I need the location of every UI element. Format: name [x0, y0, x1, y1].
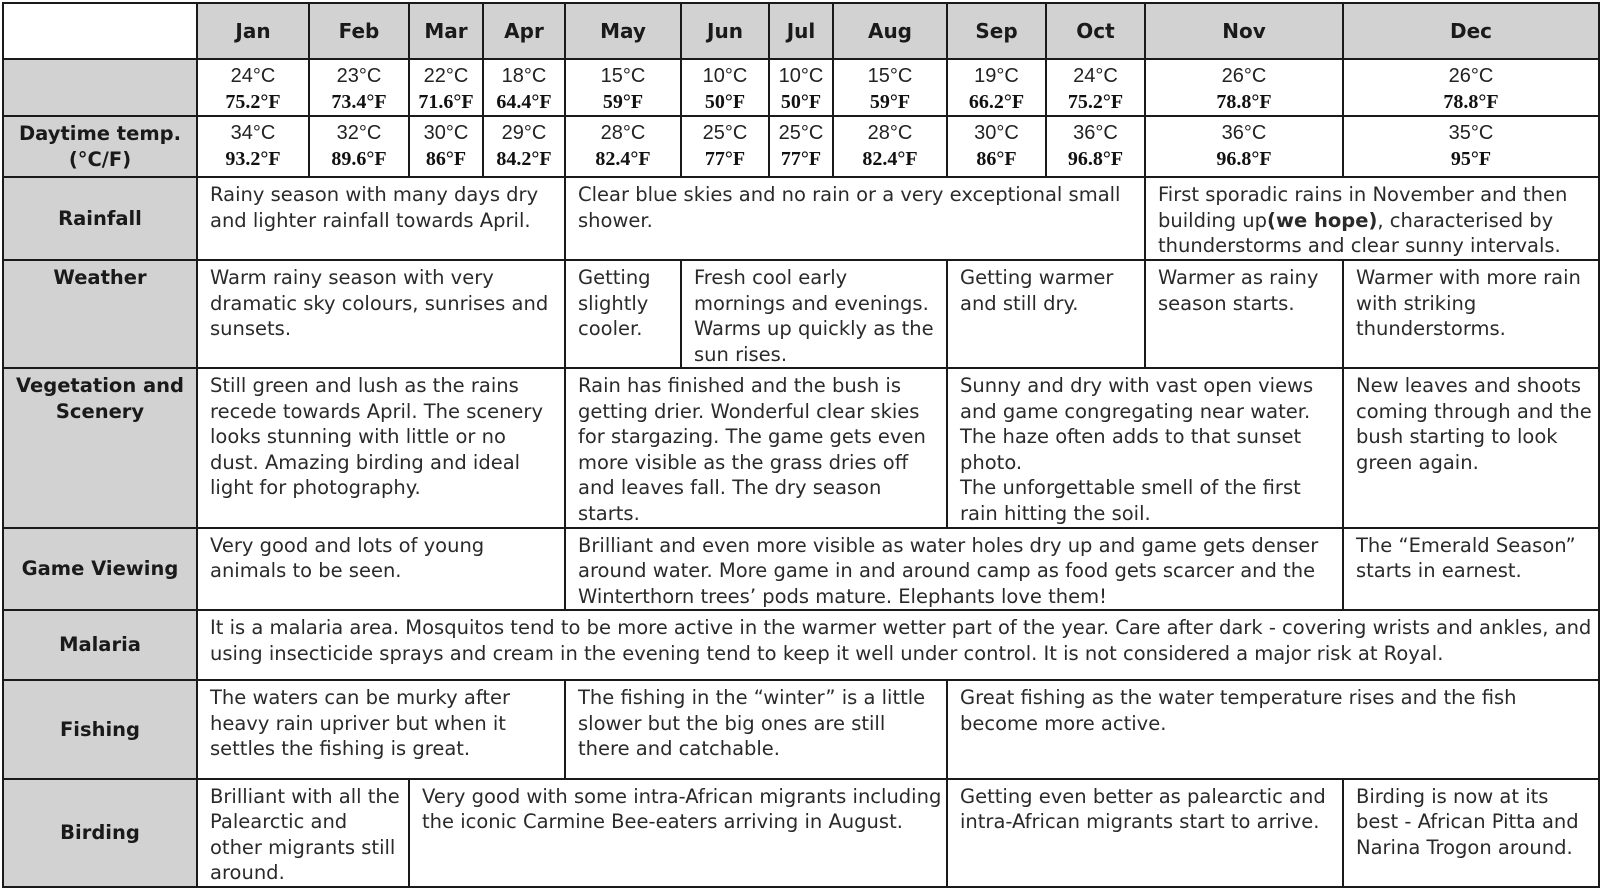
temp-cell: 30°C 86°F: [947, 116, 1046, 177]
row-label-daytime-temp: Daytime temp. (°C/F): [3, 116, 197, 177]
weather-row: [3, 260, 1599, 368]
weather-nov: Warmer as rainy season starts.: [1145, 260, 1343, 368]
row-label-night-temp: [3, 59, 197, 116]
month-header-sep: Sep: [947, 3, 1046, 59]
month-header-aug: Aug: [833, 3, 947, 59]
temp-cell: 23°C 73.4°F: [309, 59, 409, 116]
row-label-vegetation: Vegetation and Scenery: [3, 368, 197, 527]
birding-sep-nov: Getting even better as palearctic and intra-African migrants start to arrive.: [947, 779, 1343, 887]
vegetation-dec: New leaves and shoots coming through and the bush starting to look green again.: [1343, 368, 1599, 527]
row-label-game-viewing: Game Viewing: [3, 528, 197, 611]
malaria-all-year: It is a malaria area. Mosquitos tend to be more active in the warmer wetter part of the year. Care after dark - covering wrists and ankles, and using insecticide sprays and cream in the evening tend to keep it well under control. It is not considered a major risk at Royal.: [197, 610, 1599, 680]
month-header-jun: Jun: [681, 3, 769, 59]
temp-cell: 22°C 71.6°F: [409, 59, 483, 116]
vegetation-jan-apr: Still green and lush as the rains recede towards April. The scenery looks stunning with little or no dust. Amazing birding and ideal light for photography.: [197, 368, 565, 527]
temp-cell: 36°C 96.8°F: [1145, 116, 1343, 177]
rainfall-may-oct: Clear blue skies and no rain or a very exceptional small shower.: [565, 177, 1145, 260]
temp-cell: 24°C 75.2°F: [1046, 59, 1145, 116]
row-label-fishing: Fishing: [3, 680, 197, 778]
temp-cell: 25°C 77°F: [769, 116, 833, 177]
rainfall-row: [3, 177, 1599, 260]
weather-jan-apr: Warm rainy season with very dramatic sky colours, sunrises and sunsets.: [197, 260, 565, 368]
fishing-may-aug: The fishing in the “winter” is a little slower but the big ones are still there and catchable.: [565, 680, 947, 778]
seasonal-calendar-table: [2, 2, 1600, 888]
vegetation-may-aug: Rain has finished and the bush is getting drier. Wonderful clear skies for stargazing. The game gets even more visible as the grass dries off and leaves fall. The dry season starts.: [565, 368, 947, 527]
daytime-temp-row: [3, 116, 1599, 177]
month-header-apr: Apr: [483, 3, 565, 59]
temp-cell: 18°C 64.4°F: [483, 59, 565, 116]
birding-jan-feb: Brilliant with all the Palearctic and other migrants still around.: [197, 779, 409, 887]
temp-cell: 26°C 78.8°F: [1343, 59, 1599, 116]
month-header-jul: Jul: [769, 3, 833, 59]
temp-cell: 35°C 95°F: [1343, 116, 1599, 177]
temp-cell: 24°C 75.2°F: [197, 59, 309, 116]
month-header-row: [3, 3, 1599, 59]
temp-cell: 19°C 66.2°F: [947, 59, 1046, 116]
temp-cell: 25°C 77°F: [681, 116, 769, 177]
corner-cell: [3, 3, 197, 59]
fishing-row: [3, 680, 1599, 778]
temp-cell: 15°C 59°F: [565, 59, 681, 116]
temp-cell: 10°C 50°F: [769, 59, 833, 116]
rainfall-jan-apr: Rainy season with many days dry and lighter rainfall towards April.: [197, 177, 565, 260]
temp-cell: 28°C 82.4°F: [565, 116, 681, 177]
weather-dec: Warmer with more rain with striking thunderstorms.: [1343, 260, 1599, 368]
temp-cell: 10°C 50°F: [681, 59, 769, 116]
row-label-malaria: Malaria: [3, 610, 197, 680]
row-label-birding: Birding: [3, 779, 197, 887]
malaria-row: [3, 610, 1599, 680]
game-jan-apr: Very good and lots of young animals to be seen.: [197, 528, 565, 611]
temp-cell: 34°C 93.2°F: [197, 116, 309, 177]
fishing-sep-dec: Great fishing as the water temperature rises and the fish become more active.: [947, 680, 1599, 778]
vegetation-row: [3, 368, 1599, 527]
month-header-may: May: [565, 3, 681, 59]
temp-cell: 15°C 59°F: [833, 59, 947, 116]
weather-jun-aug: Fresh cool early mornings and evenings. Warms up quickly as the sun rises.: [681, 260, 947, 368]
night-temp-row: [3, 59, 1599, 116]
fishing-jan-apr: The waters can be murky after heavy rain upriver but when it settles the fishing is great.: [197, 680, 565, 778]
month-header-mar: Mar: [409, 3, 483, 59]
temp-cell: 29°C 84.2°F: [483, 116, 565, 177]
temp-cell: 26°C 78.8°F: [1145, 59, 1343, 116]
month-header-dec: Dec: [1343, 3, 1599, 59]
game-viewing-row: [3, 528, 1599, 611]
temp-cell: 36°C 96.8°F: [1046, 116, 1145, 177]
weather-sep-oct: Getting warmer and still dry.: [947, 260, 1145, 368]
rainfall-nov-dec: First sporadic rains in November and then building up(we hope), characterised by thunderstorms and clear sunny intervals.: [1145, 177, 1599, 260]
month-header-oct: Oct: [1046, 3, 1145, 59]
game-may-nov: Brilliant and even more visible as water holes dry up and game gets denser around water. More game in and around camp as food gets scarcer and the Winterthorn trees’ pods mature. Elephants love them!: [565, 528, 1343, 611]
row-label-weather: Weather: [3, 260, 197, 368]
vegetation-sep-nov: Sunny and dry with vast open views and game congregating near water. The haze often adds to that sunset photo. The unforgettable smell of the first rain hitting the soil.: [947, 368, 1343, 527]
birding-mar-aug: Very good with some intra-African migrants including the iconic Carmine Bee-eaters arriving in August.: [409, 779, 947, 887]
month-header-jan: Jan: [197, 3, 309, 59]
temp-cell: 32°C 89.6°F: [309, 116, 409, 177]
month-header-feb: Feb: [309, 3, 409, 59]
game-dec: The “Emerald Season” starts in earnest.: [1343, 528, 1599, 611]
row-label-rainfall: Rainfall: [3, 177, 197, 260]
temp-cell: 30°C 86°F: [409, 116, 483, 177]
month-header-nov: Nov: [1145, 3, 1343, 59]
birding-dec: Birding is now at its best - African Pitta and Narina Trogon around.: [1343, 779, 1599, 887]
birding-row: [3, 779, 1599, 887]
weather-may: Getting slightly cooler.: [565, 260, 681, 368]
temp-cell: 28°C 82.4°F: [833, 116, 947, 177]
emphasis-text: (we hope): [1267, 208, 1378, 232]
